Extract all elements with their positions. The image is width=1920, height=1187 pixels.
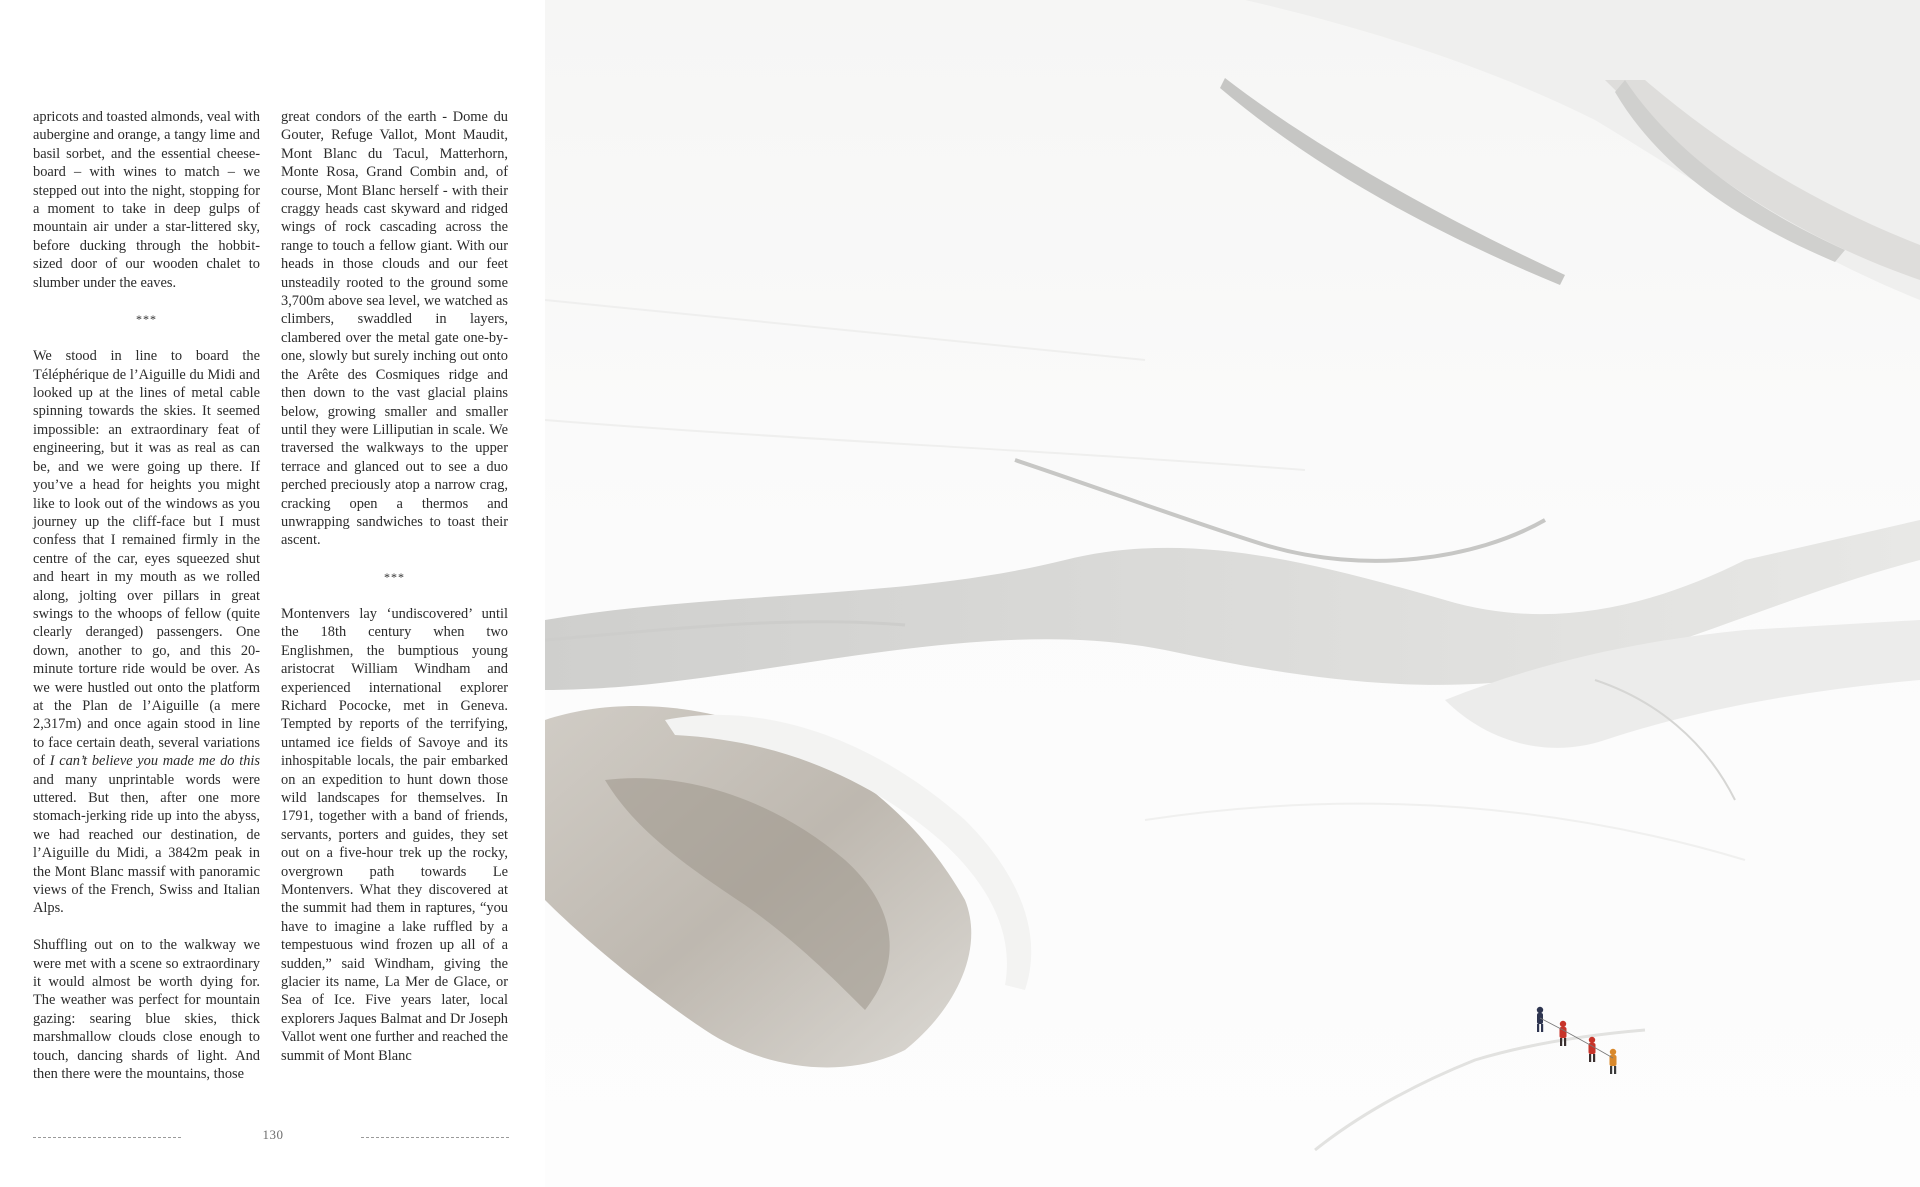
paragraph: Shuffling out on to the walkway we were met with a scene so extraordinary it would almost be worth dying for. The weather was perfect for mountain gazing: searing blue skies, thick marshmallow clouds close enough to touch, dancing shards of light. And then there were the mountains, those [33,937,260,1083]
upper-slope-shadow [1245,0,1920,300]
folio-rule-left [33,1137,181,1138]
section-separator: *** [136,312,157,327]
paragraph: Montenvers lay ‘undiscovered’ until the 18th century when two Englishmen, the bumptious young aristocrat William Windham and experienced international explorer Richard Pococke, met in Geneva. Tempted by reports of the terrifying, untamed ice fields of Savoye and its inhospitable locals, the pair embarked on an expedition to hunt down those wild landscapes for themselves. In 1791, together with a band of friends, servants, porters and guides, they set out on a five-hour trek up the rocky, overgrown path towards Le Montenvers. What they discovered at the summit had them in raptures, “you have to imagine a lake ruffled by a tempestuous wind frozen up all of a sudden,” said Windham, giving the glacier its name, La Mer de Glace, or Sea of Ice. Five years later, local explorers Jaques Balmat and Dr Joseph Vallot went one further and reached the summit of Mont Blanc [281,605,508,1064]
climber-red [1589,1037,1596,1062]
paragraph: apricots and toasted almonds, veal with aubergine and orange, a tangy lime and basil sorbet, and the essential cheese-board – with wines to match – we stepped out into the night, stopping for a moment to take in deep gulps of mountain air under a star-littered sky, before ducking through the hobbit-sized door of our wooden chalet to slumber under the eaves. [33,109,260,291]
paragraph-text: We stood in line to board the Téléphérique de l’Aiguille du Midi and looked up at the lines of metal cable spinning towards the skies. It seemed impossible: an extraordinary feat of engineering, but it was as real as can be, and we were going up there. If you’ve a head for heights you might like to look out of the windows as you journey up the cliff-face but I must confess that I remained firmly in the centre of the car, eyes squeezed shut and heart in my mouth as we rolled along, jolting over pillars in great swings to the whoops of fellow (quite clearly deranged) passengers. One down, another to go, and this 20-minute torture ride would be over. As we were hustled out onto the platform at the Plan de l’Aiguille (a mere 2,317m) and once again stood in line to face certain death, several variations of [33,348,260,770]
paragraph: great condors of the earth - Dome du Gouter, Refuge Vallot, Mont Maudit, Mont Blanc du Tacul, Matterhorn, Monte Rosa, Grand Combin and, of course, Mont Blanc herself - with their craggy heads cast skyward and ridged wings of rock cascading across the range to touch a fellow giant. With our heads in those clouds and our feet unsteadily rooted to the ground some 3,700m above sea level, we watched as climbers, swaddled in layers, clambered over the metal gate one-by-one, slowly but surely inching out onto the Arête des Cosmiques ridge and then down to the vast glacial plains below, growing smaller and smaller until they were Lilliputian in scale. We traversed the walkways to the upper terrace and glanced out to see a duo perched preciously atop a narrow crag, cracking open a thermos and unwrapping sandwiches to toast their ascent. [281,109,508,549]
snow-texture [545,420,1305,470]
page-number: 130 [262,1127,284,1142]
crevasse-line [1015,460,1545,561]
text-page [0,0,545,1187]
snow-texture [545,300,1145,360]
snowfield-photo [545,0,1920,1187]
climber-orange [1610,1049,1617,1074]
snowfield-illustration [545,0,1920,1187]
diagonal-crevasse [1220,78,1565,285]
italic-quote: I can’t believe you made me do this [49,753,260,770]
text-column-left [33,108,260,1083]
snow-texture [1145,804,1745,860]
text-column-right [281,108,508,1065]
paragraph-text: and many unprintable words were uttered. But then, after one more stomach-jerking ride up into the abyss, we had reached our destination, de l’Aiguille du Midi, a 3842m peak in the Mont Blanc massif with panoramic views of the French, Swiss and Italian Alps. [33,771,260,917]
paragraph [33,347,260,918]
climbers-group [1537,1007,1617,1074]
folio-rule-right [361,1137,509,1138]
section-separator: *** [384,570,405,585]
climber-red [1560,1021,1567,1046]
